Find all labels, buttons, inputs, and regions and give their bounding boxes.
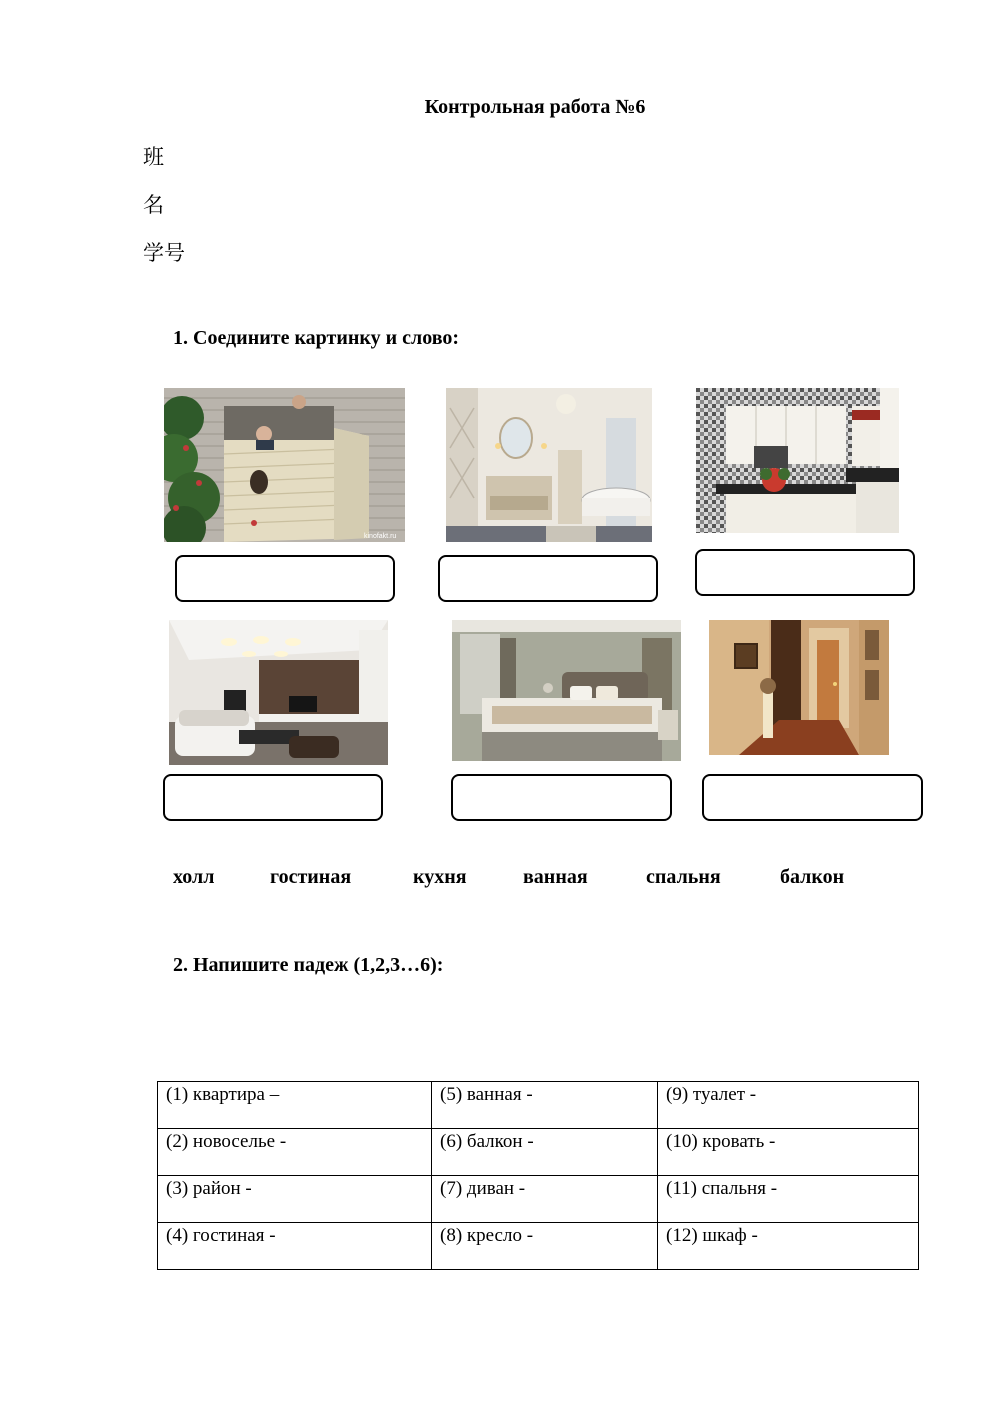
photo-caption: kinofakt.ru — [364, 533, 397, 540]
bedroom-photo — [452, 620, 681, 761]
table-row — [158, 1129, 919, 1176]
table-row — [158, 1082, 919, 1129]
table-cell[interactable]: (6) балкон - — [432, 1129, 658, 1176]
table-cell[interactable]: (2) новоселье - — [158, 1129, 432, 1176]
table-cell[interactable]: (8) кресло - — [432, 1223, 658, 1270]
page-title: Контрольная работа №6 — [424, 96, 646, 118]
task1-heading: 1. Соедините картинку и слово: — [173, 327, 460, 349]
table-cell[interactable]: (10) кровать - — [658, 1129, 919, 1176]
table-cell[interactable]: (11) спальня - — [658, 1176, 919, 1223]
word-bank-item[interactable]: холл — [173, 866, 215, 888]
living-room-photo — [169, 620, 388, 765]
answer-box-5[interactable] — [451, 774, 672, 821]
table-row — [158, 1223, 919, 1270]
balcony-photo — [164, 388, 405, 542]
bathroom-photo — [446, 388, 652, 542]
table-cell[interactable]: (3) район - — [158, 1176, 432, 1223]
word-bank-item[interactable]: гостиная — [270, 866, 352, 888]
table-cell[interactable]: (5) ванная - — [432, 1082, 658, 1129]
word-bank-item[interactable]: балкон — [780, 866, 845, 888]
hallway-photo — [709, 620, 889, 755]
answer-box-1[interactable] — [175, 555, 395, 602]
answer-box-4[interactable] — [163, 774, 383, 821]
word-bank-item[interactable]: ванная — [523, 866, 588, 888]
answer-box-3[interactable] — [695, 549, 915, 596]
table-cell[interactable]: (12) шкаф - — [658, 1223, 919, 1270]
table-cell[interactable]: (1) квартира – — [158, 1082, 432, 1129]
word-bank-item[interactable]: кухня — [413, 866, 467, 888]
answer-box-6[interactable] — [702, 774, 923, 821]
task2-heading: 2. Напишите падеж (1,2,3…6): — [173, 954, 444, 976]
table-cell[interactable]: (9) туалет - — [658, 1082, 919, 1129]
table-cell[interactable]: (7) диван - — [432, 1176, 658, 1223]
table-cell[interactable]: (4) гостиная - — [158, 1223, 432, 1270]
class-field-label: 班 — [143, 145, 164, 169]
word-bank-item[interactable]: спальня — [646, 866, 721, 888]
name-field-label: 名 — [143, 193, 164, 217]
answer-box-2[interactable] — [438, 555, 658, 602]
case-table — [157, 1081, 919, 1270]
student-id-field-label: 学号 — [143, 241, 185, 265]
table-row — [158, 1176, 919, 1223]
kitchen-photo — [696, 388, 899, 533]
